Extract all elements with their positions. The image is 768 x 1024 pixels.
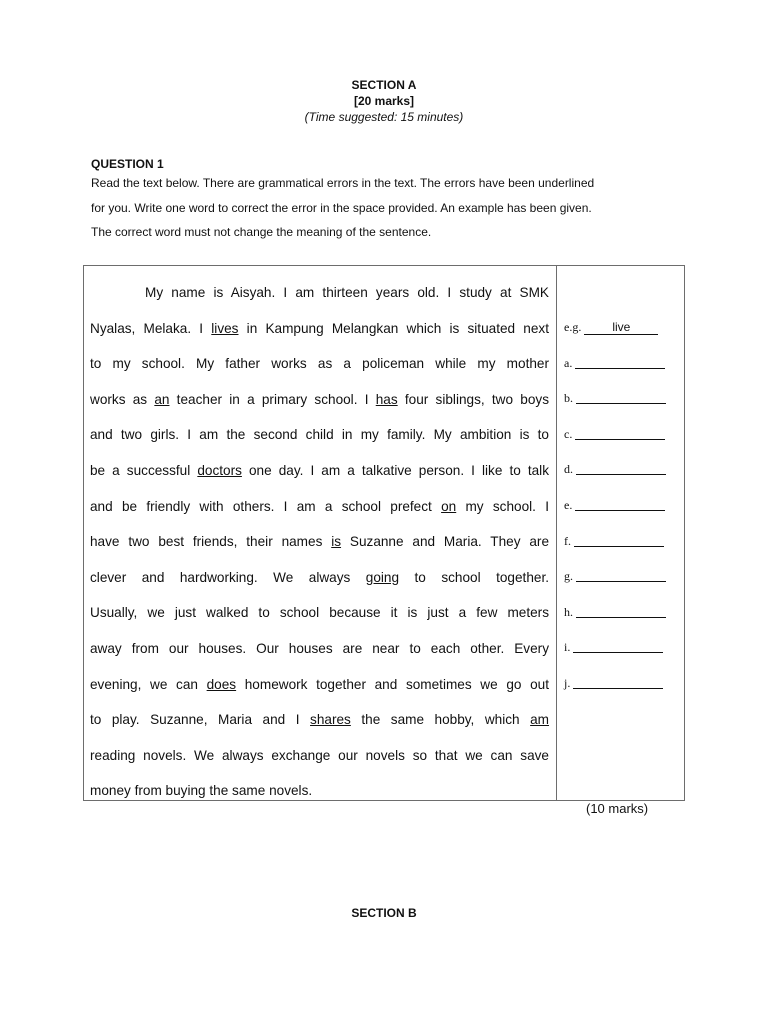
- passage-line: [90, 524, 549, 560]
- underlined-error: doctors: [197, 462, 242, 478]
- answer-label: a.: [564, 355, 573, 370]
- passage-segment: have two best friends, their names: [90, 534, 332, 550]
- passage-segment: My name is Aisyah. I am thirteen years old. I study at SMK: [145, 285, 549, 300]
- passage-segment: Usually, we just walked to school because it is just a few meters: [90, 605, 549, 621]
- answer-row: [564, 417, 666, 453]
- passage-segment: to school together.: [399, 569, 549, 585]
- passage-line: [90, 773, 549, 809]
- passage-line: [90, 489, 549, 525]
- passage-line: [90, 595, 549, 631]
- passage-text: [90, 275, 549, 809]
- passage-segment: four siblings, two boys: [397, 391, 549, 407]
- answer-blank[interactable]: [576, 604, 666, 618]
- answer-row: [564, 630, 666, 666]
- underlined-error: an: [154, 391, 170, 407]
- underlined-error: lives: [211, 320, 239, 336]
- answer-row: [564, 666, 666, 702]
- section-a-marks: [20 marks]: [353, 94, 415, 108]
- passage-line: [90, 667, 549, 703]
- passage-segment: in Kampung Melangkan which is situated next: [238, 320, 549, 336]
- answer-row: [564, 381, 666, 417]
- passage-segment: Suzanne and Maria. They are: [341, 534, 550, 550]
- passage-segment: evening, we can: [90, 676, 207, 692]
- answer-label: h.: [564, 604, 573, 619]
- passage-segment: away from our houses. Our houses are near to each other. Every: [90, 640, 549, 656]
- passage-segment: clever and hardworking. We always: [90, 569, 366, 585]
- section-a-time-suggested: (Time suggested: 15 minutes): [304, 110, 464, 124]
- answer-row: [564, 524, 666, 560]
- question-title: QUESTION 1: [91, 157, 164, 171]
- answer-row: [564, 595, 666, 631]
- table-column-divider: [556, 265, 557, 801]
- passage-segment: teacher in a primary school. I: [169, 391, 376, 407]
- underlined-error: shares: [310, 712, 351, 728]
- example-answer: live: [584, 321, 658, 335]
- passage-segment: homework together and sometimes we go out: [236, 676, 549, 692]
- instruction-line: for you. Write one word to correct the error in the space provided. An example has been given.: [91, 200, 592, 215]
- answer-blank[interactable]: [574, 533, 664, 547]
- passage-line: [90, 702, 549, 738]
- passage-line: [90, 382, 549, 418]
- total-marks: (10 marks): [586, 801, 649, 816]
- underlined-error: on: [441, 498, 457, 514]
- section-a-title: SECTION A: [351, 78, 417, 92]
- answer-blank[interactable]: [575, 426, 665, 440]
- question-instructions: [91, 171, 681, 245]
- passage-segment: be a successful: [90, 462, 198, 478]
- passage-segment: money from buying the same novels.: [90, 783, 313, 799]
- answer-label: e.: [564, 497, 573, 512]
- passage-line: [90, 417, 549, 453]
- example-label: e.g.: [564, 320, 582, 334]
- passage-segment: to play. Suzanne, Maria and I: [90, 712, 311, 728]
- passage-line: [90, 453, 549, 489]
- underlined-error: is: [331, 534, 342, 550]
- answer-blank[interactable]: [575, 355, 665, 369]
- answer-row: [564, 488, 666, 524]
- underlined-error: am: [530, 712, 550, 728]
- answer-blank[interactable]: [573, 675, 663, 689]
- answer-blank[interactable]: [576, 390, 666, 404]
- passage-segment: works as: [90, 391, 155, 407]
- answer-column: [564, 310, 666, 702]
- underlined-error: does: [206, 676, 237, 692]
- answer-blank[interactable]: [576, 568, 666, 582]
- answer-row: [564, 452, 666, 488]
- answer-blank[interactable]: [573, 639, 663, 653]
- passage-line: [90, 631, 549, 667]
- passage-segment: and be friendly with others. I am a school prefect: [90, 498, 442, 514]
- answer-label: d.: [564, 462, 573, 477]
- instruction-line: Read the text below. There are grammatical errors in the text. The errors have been underlined: [91, 176, 595, 190]
- answer-blank[interactable]: [576, 461, 666, 475]
- answer-label: c.: [564, 426, 573, 441]
- underlined-error: going: [365, 569, 400, 585]
- underlined-error: has: [375, 391, 398, 407]
- passage-line: [90, 346, 549, 382]
- passage-segment: Nyalas, Melaka. I: [90, 320, 212, 336]
- answer-blank[interactable]: [575, 497, 665, 511]
- example-answer-row: [564, 310, 666, 346]
- answer-label: f.: [564, 533, 571, 548]
- passage-segment: reading novels. We always exchange our novels so that we can save: [90, 747, 549, 763]
- answer-label: i.: [564, 640, 571, 655]
- answer-label: b.: [564, 391, 573, 406]
- answer-row: [564, 559, 666, 595]
- passage-segment: the same hobby, which: [350, 712, 531, 728]
- passage-segment: my school. I: [456, 498, 549, 514]
- passage-segment: and two girls. I am the second child in my family. My ambition is to: [90, 427, 549, 443]
- instruction-line: The correct word must not change the meaning of the sentence.: [91, 225, 432, 239]
- answer-row: [564, 346, 666, 382]
- passage-segment: one day. I am a talkative person. I like to talk: [241, 462, 549, 478]
- passage-line: [90, 560, 549, 596]
- section-b-title: SECTION B: [351, 906, 417, 920]
- answer-label: g.: [564, 569, 573, 584]
- answer-label: j.: [564, 675, 571, 690]
- passage-line: [90, 311, 549, 347]
- passage-line: [90, 275, 549, 311]
- passage-segment: to my school. My father works as a policeman while my mother: [90, 356, 549, 372]
- passage-line: [90, 738, 549, 774]
